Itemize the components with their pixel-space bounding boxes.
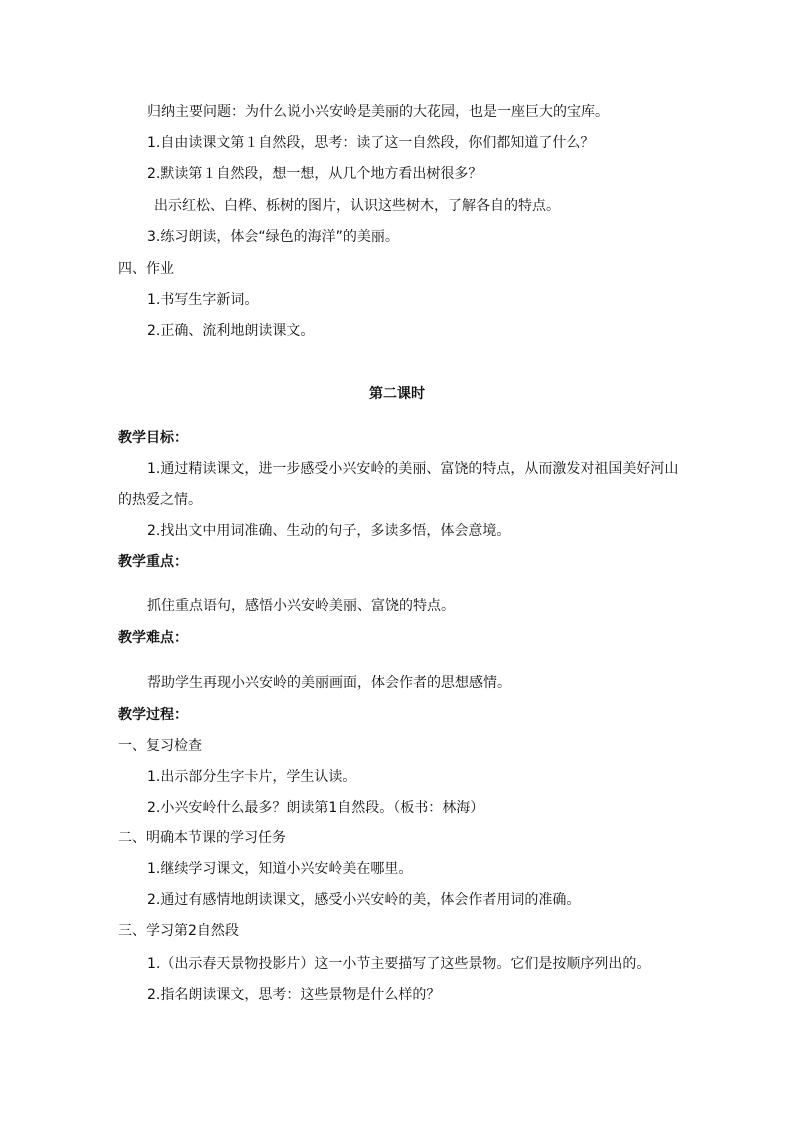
- review-item-2: 2.小兴安岭什么最多？朗读第1自然段。（板书：林海）: [147, 800, 485, 816]
- para2-item-2: 2.指名朗读课文，思考：这些景物是什么样的？: [147, 987, 441, 1003]
- lesson-2-title: 第二课时: [369, 386, 425, 402]
- homework-item-2: 2.正确、流利地朗读课文。: [147, 323, 315, 339]
- step-2-note: 出示红松、白桦、栎树的图片，认识这些树木，了解各自的特点。: [154, 198, 560, 214]
- task-item-1: 1.继续学习课文，知道小兴安岭美在哪里。: [147, 861, 413, 877]
- summary-question: 归纳主要问题：为什么说小兴安岭是美丽的大花园，也是一座巨大的宝库。: [147, 104, 609, 120]
- objectives-heading: 教学目标：: [118, 430, 188, 446]
- difficulty-heading: 教学难点：: [118, 630, 188, 646]
- step-1: 1.自由读课文第１自然段，思考：读了这一自然段，你们都知道了什么？: [147, 135, 595, 151]
- para2-heading: 三、学习第2自然段: [118, 923, 239, 939]
- task-heading: 二、明确本节课的学习任务: [118, 830, 286, 846]
- step-2: 2.默读第１自然段，想一想，从几个地方看出树很多？: [147, 166, 483, 182]
- objective-2: 2.找出文中用词准确、生动的句子，多读多悟，体会意境。: [147, 523, 511, 539]
- objective-1-line-1: 1.通过精读课文，进一步感受小兴安岭的美丽、富饶的特点，从而激发对祖国美好河山: [147, 461, 679, 477]
- keypoints-text: 抓住重点语句，感悟小兴安岭美丽、富饶的特点。: [147, 598, 455, 614]
- task-item-2: 2.通过有感情地朗读课文，感受小兴安岭的美，体会作者用词的准确。: [147, 892, 581, 908]
- review-item-1: 1.出示部分生字卡片，学生认读。: [147, 769, 357, 785]
- keypoints-heading: 教学重点：: [118, 554, 188, 570]
- difficulty-text: 帮助学生再现小兴安岭的美丽画面，体会作者的思想感情。: [147, 675, 511, 691]
- para2-item-1: 1.（出示春天景物投影片）这一小节主要描写了这些景物。它们是按顺序列出的。: [147, 956, 651, 972]
- review-heading: 一、复习检查: [118, 738, 202, 754]
- step-3: 3.练习朗读，体会“绿色的海洋”的美丽。: [147, 229, 399, 245]
- homework-heading: 四、作业: [118, 261, 174, 277]
- process-heading: 教学过程：: [118, 707, 188, 723]
- objective-1-line-2: 的热爱之情。: [118, 492, 202, 508]
- homework-item-1: 1.书写生字新词。: [147, 292, 259, 308]
